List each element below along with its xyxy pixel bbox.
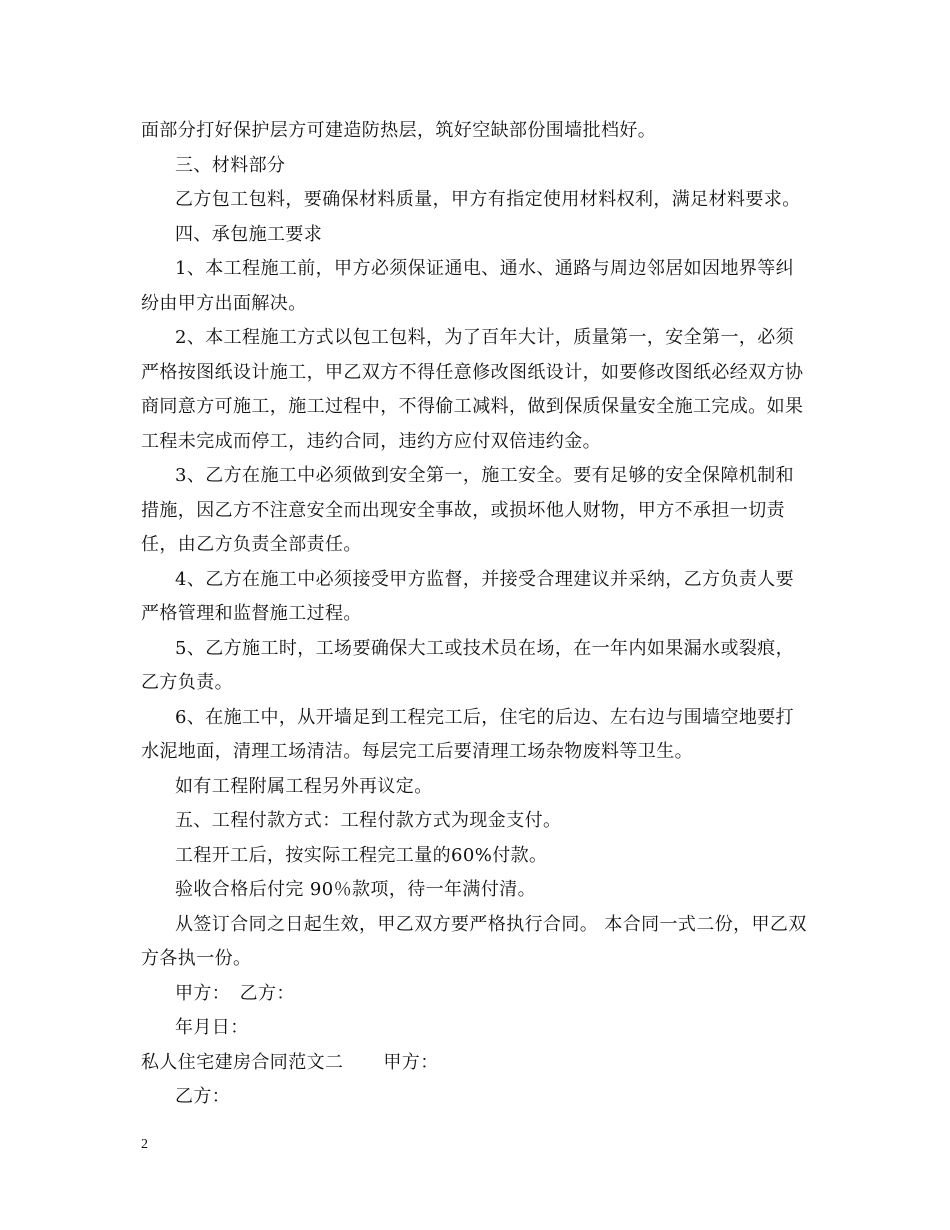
party-a-label: 甲方：: [383, 1051, 439, 1073]
clause-6: 6、在施工中，从开墙足到工程完工后，住宅的后边、左右边与围墙空地要打水泥地面，清理工场清洁。每层完工后要清理工场杂物废料等卫生。: [141, 706, 795, 762]
clause-2: 2、本工程施工方式以包工包料，为了百年大计，质量第一，安全第一，必须严格按图纸设计施工，甲乙双方不得任意修改图纸设计，如要修改图纸必经双方协商同意方可施工，施工过程中，不得偷工减料，做到保质保量安全施工完成。如果工程未完成而停工，违约合同，违约方应付双倍违约金。: [141, 327, 804, 452]
paragraph: 如有工程附属工程另外再议定。: [175, 775, 433, 797]
clause-4: 4、乙方在施工中必须接受甲方监督，并接受合理建议并采纳，乙方负责人要严格管理和监督施工过程。: [141, 568, 795, 624]
page-number: 2: [141, 1137, 148, 1152]
signature-parties: 甲方： 乙方：: [175, 982, 295, 1004]
contract-title: 私人住宅建房合同范文二: [141, 1051, 344, 1073]
clause-5: 5、乙方施工时，工场要确保大工或技术员在场，在一年内如果漏水或裂痕，乙方负责。: [141, 637, 795, 693]
party-b-label: 乙方：: [175, 1086, 231, 1107]
document-body: [141, 114, 811, 1115]
paragraph: 工程开工后，按实际工程完工量的60%付款。: [175, 844, 548, 866]
clause-1: 1、本工程施工前，甲方必须保证通电、通水、通路与周边邻居如因地界等纠纷由甲方出面解决。: [141, 258, 795, 314]
signature-date: 年月日：: [175, 1017, 249, 1038]
paragraph: 面部分打好保护层方可建造防热层，筑好空缺部份围墙批档好。: [141, 120, 657, 141]
next-contract-title-line: [141, 1046, 811, 1081]
paragraph: 从签订合同之日起生效，甲乙双方要严格执行合同。 本合同一式二份，甲乙双方各执一份。: [141, 913, 807, 969]
section-heading: 四、承包施工要求: [175, 223, 323, 245]
paragraph: 验收合格后付完 90％款项，待一年满付清。: [175, 879, 537, 900]
section-heading: 五、工程付款方式：工程付款方式为现金支付。: [175, 810, 562, 831]
section-heading: 三、材料部分: [175, 154, 286, 176]
clause-3: 3、乙方在施工中必须做到安全第一，施工安全。要有足够的安全保障机制和措施，因乙方不注意安全而出现安全事故，或损坏他人财物，甲方不承担一切责任，由乙方负责全部责任。: [141, 465, 795, 555]
paragraph: 乙方包工包料，要确保材料质量，甲方有指定使用材料权利，满足材料要求。: [175, 189, 801, 210]
